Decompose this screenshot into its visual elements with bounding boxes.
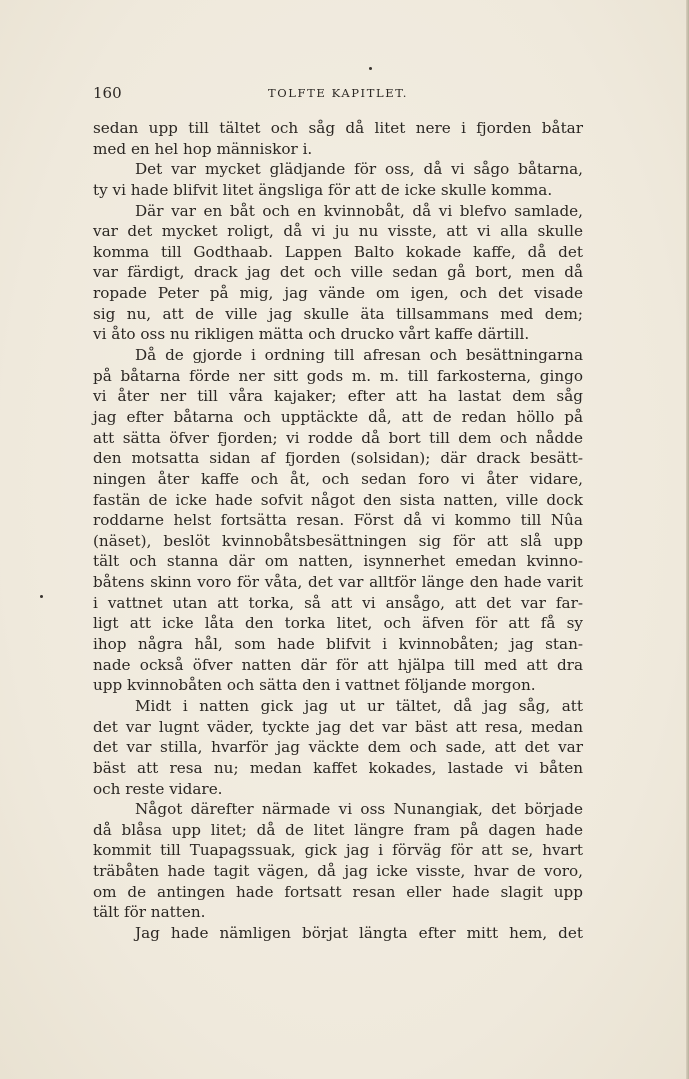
text-line: nade också öfver natten där för att hjälpa till med att dra [93,655,583,674]
print-speck [369,67,372,70]
text-line: Det var mycket glädjande för oss, då vi sågo båtarna, [135,160,583,179]
text-line: fastän de icke hade sofvit något den sista natten, ville dock [93,490,583,509]
text-line: ningen åter kaffe och åt, och sedan foro vi åter vidare, [93,469,583,488]
text-line: och reste vidare. [93,779,223,798]
text-line: vi åter ner till våra kajaker; efter att ha lastat dem såg [93,387,583,406]
text-line: var färdigt, drack jag det och ville sedan gå bort, men då [93,263,583,282]
text-line: roddarne helst fortsätta resan. Först då vi kommo till Nûa [93,511,583,530]
text-line: med en hel hop människor i. [93,139,313,158]
text-line: sedan upp till tältet och såg då litet nere i fjorden båtar [93,119,583,137]
text-line: Något därefter närmade vi oss Nunangiak, det började [135,800,583,819]
text-line: båtens skinn voro för våta, det var alltför länge den hade varit [93,573,583,592]
text-line: det var stilla, hvarför jag väckte dem och sade, att det var [93,738,583,757]
text-line: kommit till Tuapagssuak, gick jag i förväg för att se, hvart [93,841,583,860]
text-line: tält för natten. [93,903,206,922]
text-line: Då de gjorde i ordning till afresan och besättningarna [135,346,583,365]
body-text [93,118,583,944]
text-line: det var lugnt väder, tyckte jag det var bäst att resa, medan [93,717,583,736]
page-number: 160 [93,84,122,102]
text-line: vi åto oss nu rikligen mätta och drucko vårt kaffe därtill. [93,325,530,344]
text-line: då blåsa upp litet; då de litet längre fram på dagen hade [93,820,583,839]
text-line: att sätta öfver fjorden; vi rodde då bort till dem och nådde [93,428,583,447]
text-line: jag efter båtarna och upptäckte då, att de redan höllo på [93,407,583,426]
text-line: på båtarna förde ner sitt gods m. m. till farkosterna, gingo [93,366,583,385]
text-line: om de antingen hade fortsatt resan eller hade slagit upp [93,882,583,901]
text-line: ty vi hade blifvit litet ängsliga för att de icke skulle komma. [93,180,553,199]
text-line: Jag hade nämligen börjat längta efter mitt hem, det [135,923,583,942]
text-line: den motsatta sidan af fjorden (solsidan); där drack besätt- [93,449,583,468]
text-line: ligt att icke låta den torka litet, och äfven för att få sy [93,614,583,633]
text-line: Midt i natten gick jag ut ur tältet, då jag såg, att [135,696,583,715]
text-line: upp kvinnobåten och sätta den i vattnet följande morgon. [93,676,536,695]
text-line: Där var en båt och en kvinnobåt, då vi blefvo samlade, [135,201,583,220]
text-line: var det mycket roligt, då vi ju nu visste, att vi alla skulle [93,222,583,241]
text-line: ihop några hål, som hade blifvit i kvinnobåten; jag stan- [93,635,583,654]
text-line: bäst att resa nu; medan kaffet kokades, lastade vi båten [93,758,583,777]
text-line: tält och stanna där om natten, isynnerhet emedan kvinno- [93,552,583,571]
text-line: ropade Peter på mig, jag vände om igen, och det visade [93,284,583,303]
print-speck [40,595,43,598]
text-line: sig nu, att de ville jag skulle äta tillsammans med dem; [93,304,583,323]
text-line: (näset), beslöt kvinnobåtsbesättningen sig för att slå upp [93,531,583,550]
text-line: komma till Godthaab. Lappen Balto kokade kaffe, då det [93,242,583,261]
page-header [93,84,583,104]
text-line: träbåten hade tagit vägen, då jag icke visste, hvar de voro, [93,862,583,881]
running-head: TOLFTE KAPITLET. [267,86,409,100]
text-line: i vattnet utan att torka, så att vi ansågo, att det var far- [93,593,583,612]
